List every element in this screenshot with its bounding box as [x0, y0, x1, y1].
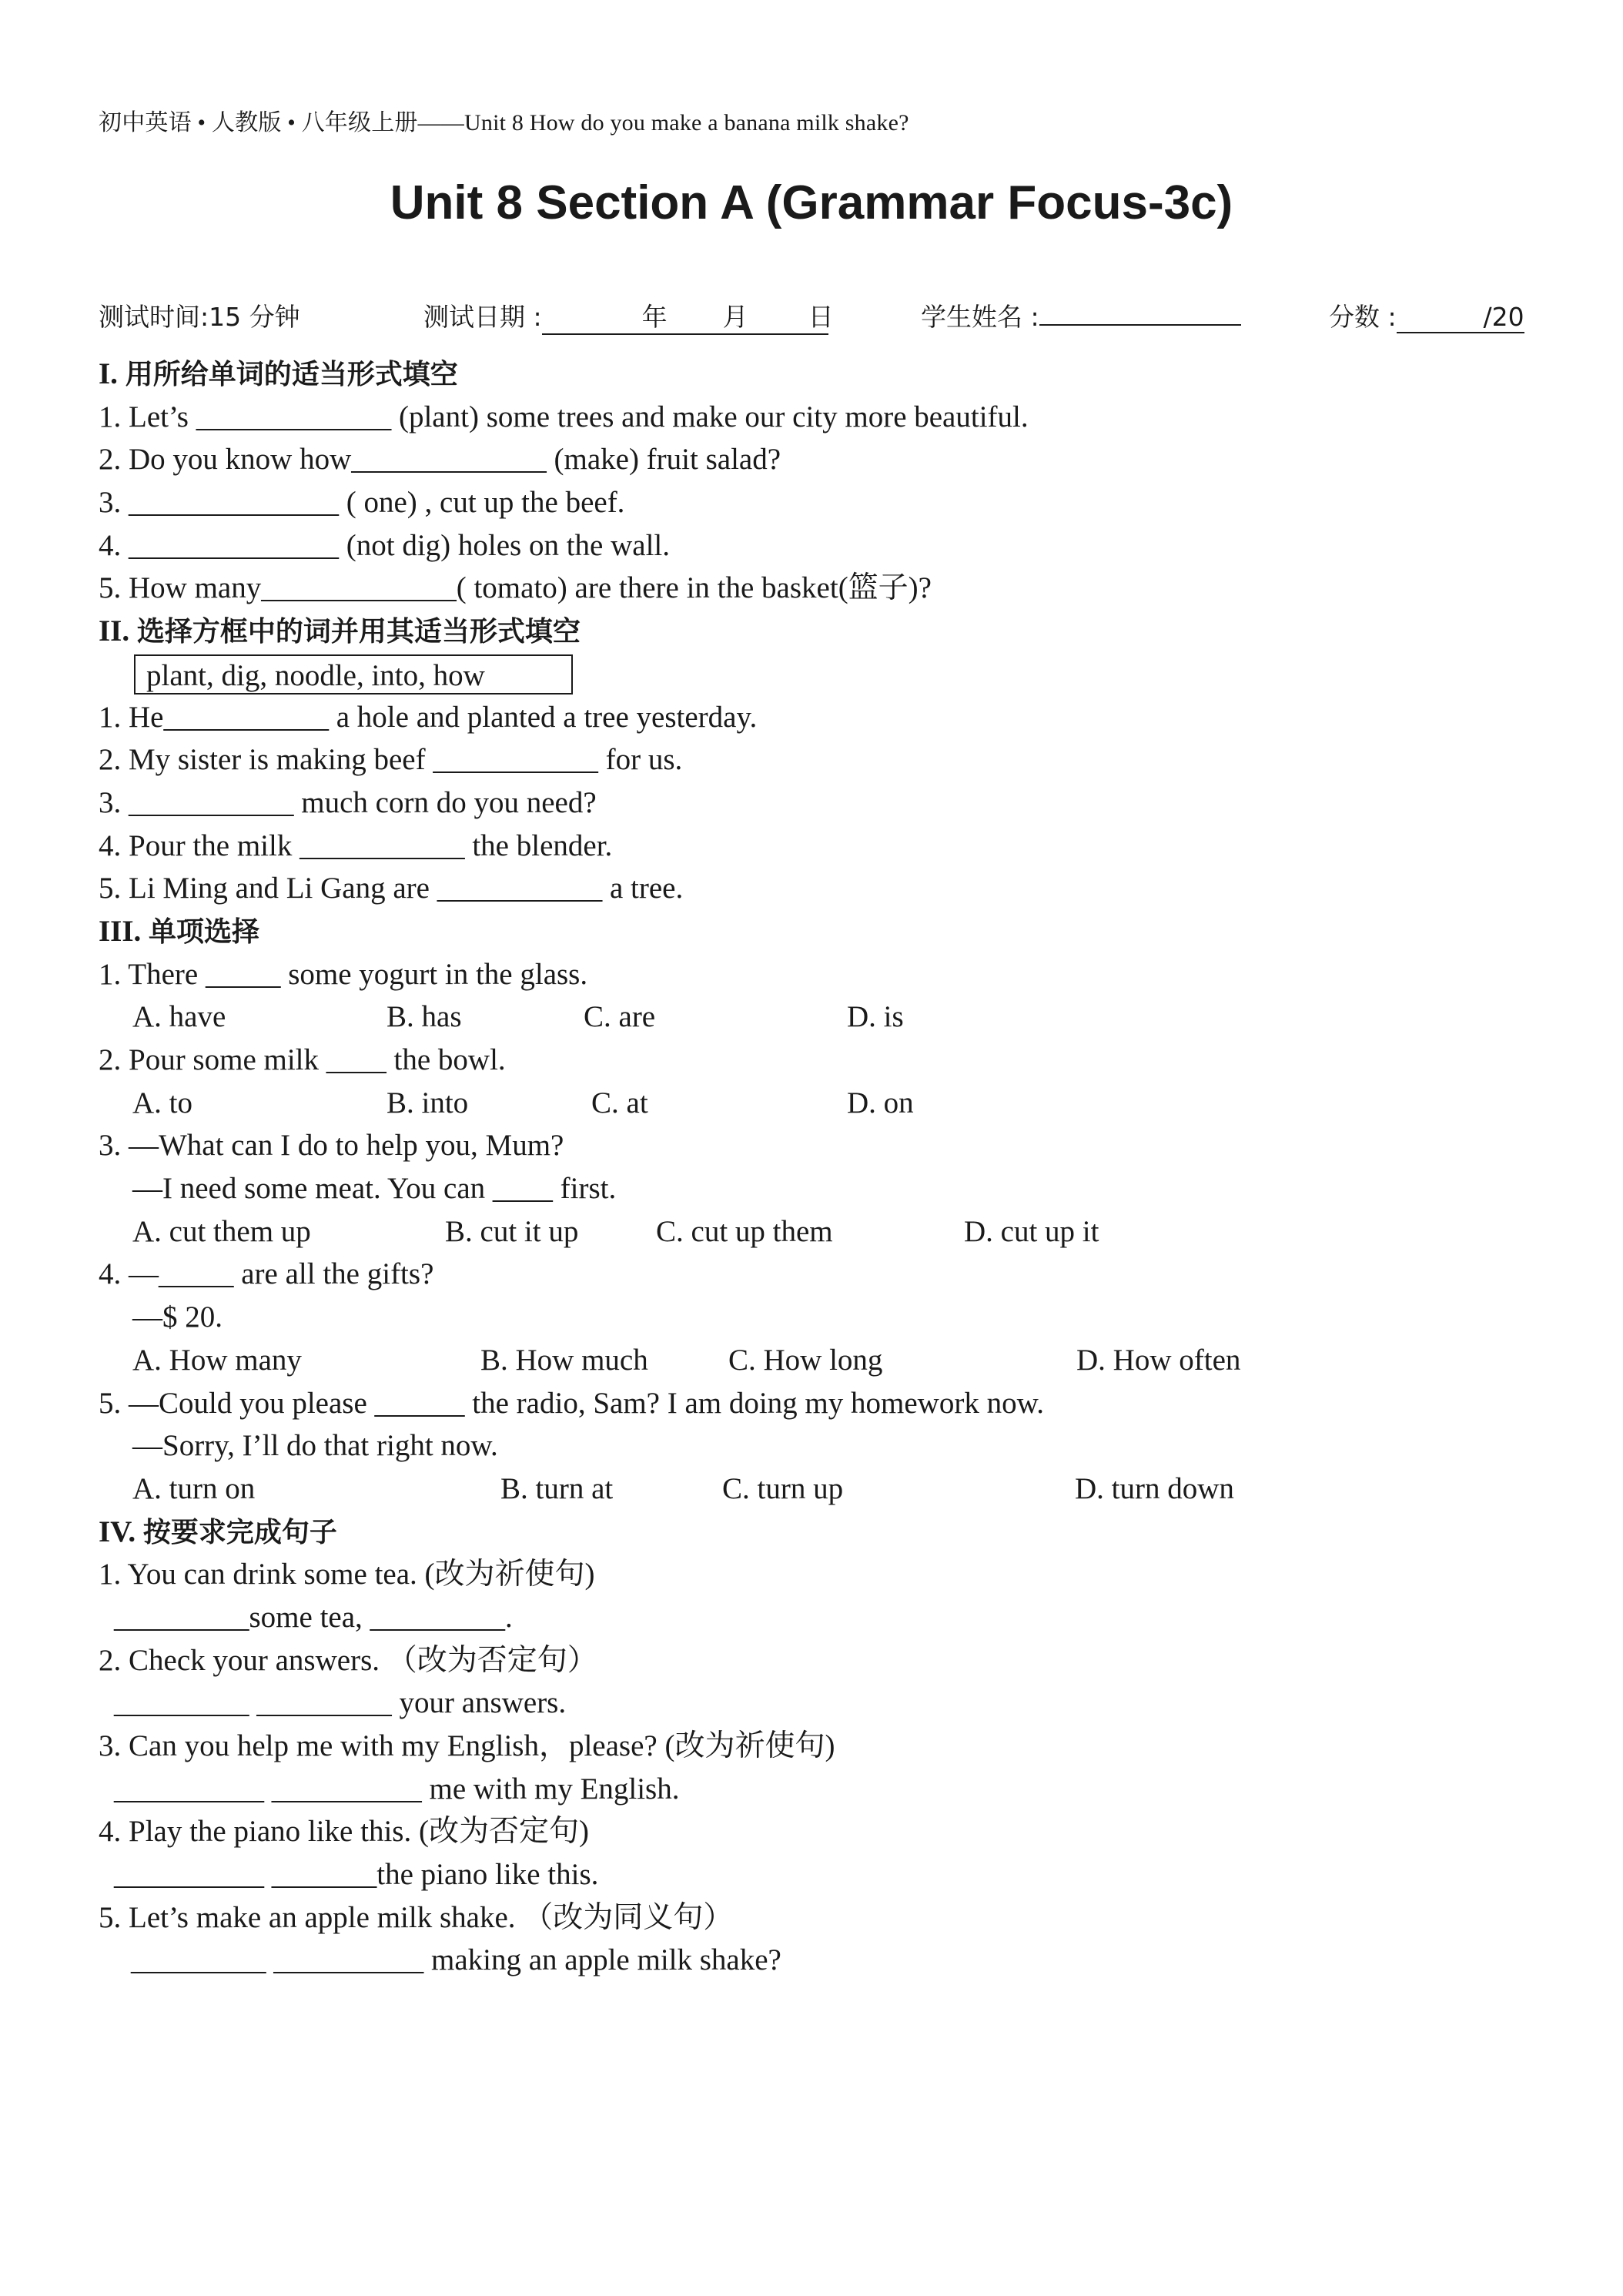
score-field[interactable] [1397, 302, 1524, 333]
section-1-item: 4. ______________ (not dig) holes on the wall. [99, 528, 671, 562]
rewrite-answer-line[interactable]: _________some tea, _________. [114, 1600, 513, 1634]
test-date-label: 测试日期 : [423, 302, 542, 332]
option-a[interactable]: A. turn on [132, 1471, 256, 1505]
rewrite-question: 2. Check your answers. （改为否定句） [99, 1643, 597, 1677]
rewrite-question: 3. Can you help me with my English，please? (改为祈使句) [99, 1729, 835, 1762]
question-stem-cont: —Sorry, I’ll do that right now. [132, 1429, 498, 1463]
option-b[interactable]: B. turn at [500, 1471, 614, 1505]
answer-blank[interactable]: ______________ [129, 528, 339, 562]
option-b[interactable]: B. into [387, 1086, 469, 1120]
option-c[interactable]: C. at [591, 1086, 648, 1120]
options-row [99, 1468, 1561, 1511]
section-1-item: 5. How many_____________( tomato) are there in the basket(篮子)? [99, 571, 932, 605]
question-stem-cont: —$ 20. [132, 1300, 223, 1334]
test-time: 测试时间:15 分钟 [99, 302, 300, 332]
section-3-heading: III. 单项选择 [99, 914, 260, 948]
question-stem: 5. —Could you please ______ the radio, Sam? I am doing my homework now. [99, 1386, 1044, 1420]
word-box: plant, dig, noodle, into, how [134, 654, 573, 694]
student-name [921, 297, 1241, 333]
score-total: /20 [1483, 302, 1524, 332]
option-a[interactable]: A. have [132, 1000, 226, 1034]
question-stem: 4. —_____ are all the gifts? [99, 1257, 434, 1291]
rewrite-question: 1. You can drink some tea. (改为祈使句) [99, 1558, 595, 1591]
answer-blank[interactable]: ___________ [163, 700, 329, 734]
answer-blank[interactable]: ___________ [300, 828, 465, 862]
section-1-item: 1. Let’s _____________ (plant) some trees and make our city more beautiful. [99, 400, 1029, 433]
date-month-label: 月 [722, 302, 748, 332]
rewrite-question: 4. Play the piano like this. (改为否定句) [99, 1815, 589, 1849]
question-stem: 3. —What can I do to help you, Mum? [99, 1129, 564, 1163]
question-stem: 2. Pour some milk ____ the bowl. [99, 1043, 506, 1076]
option-a[interactable]: A. How many [132, 1343, 302, 1377]
question-stem: 1. There _____ some yogurt in the glass. [99, 957, 588, 991]
student-name-label: 学生姓名 : [921, 302, 1039, 332]
section-2-heading: II. 选择方框中的词并用其适当形式填空 [99, 614, 581, 648]
question-stem-cont: —I need some meat. You can ____ first. [132, 1172, 617, 1206]
rewrite-answer-line[interactable]: __________ __________ me with my English. [114, 1772, 680, 1806]
option-d[interactable]: D. How often [1076, 1343, 1241, 1377]
section-2-item: 1. He___________ a hole and planted a tree yesterday. [99, 700, 758, 734]
option-c[interactable]: C. are [584, 1000, 656, 1034]
section-1-heading: I. 用所给单词的适当形式填空 [99, 357, 458, 390]
section-2-item: 3. ___________ much corn do you need? [99, 785, 597, 819]
score-label: 分数 : [1329, 302, 1397, 332]
option-a[interactable]: A. cut them up [132, 1214, 311, 1248]
section-1-item: 3. ______________ ( one) , cut up the beef. [99, 486, 625, 520]
answer-blank[interactable]: _____________ [196, 400, 392, 433]
answer-blank[interactable]: _____________ [261, 571, 457, 605]
section-2-item: 2. My sister is making beef ___________ for us. [99, 743, 683, 777]
option-c[interactable]: C. cut up them [656, 1214, 833, 1248]
option-d[interactable]: D. on [847, 1086, 914, 1120]
option-d[interactable]: D. turn down [1075, 1471, 1234, 1505]
rewrite-answer-line[interactable]: _________ _________ your answers. [114, 1686, 567, 1720]
date-day-label: 日 [808, 302, 834, 332]
worksheet-content [99, 353, 1561, 1982]
answer-blank[interactable]: _____________ [351, 443, 547, 477]
page-title: Unit 8 Section A (Grammar Focus-3c) [390, 176, 1233, 229]
options-row [99, 1082, 1561, 1125]
date-year-label: 年 [641, 302, 668, 332]
answer-blank[interactable]: ___________ [433, 743, 598, 777]
option-c[interactable]: C. turn up [722, 1471, 844, 1505]
section-2-item: 5. Li Ming and Li Gang are ___________ a tree. [99, 872, 684, 905]
score [1329, 297, 1524, 333]
word-box-row [99, 653, 1561, 696]
section-4-heading: IV. 按要求完成句子 [99, 1514, 337, 1548]
test-date-field[interactable] [542, 297, 834, 335]
course-header: 初中英语 • 人教版 • 八年级上册——Unit 8 How do you make a banana milk shake? [99, 110, 909, 136]
option-b[interactable]: B. cut it up [445, 1214, 579, 1248]
options-row [99, 996, 1561, 1039]
option-d[interactable]: D. is [847, 1000, 904, 1034]
option-a[interactable]: A. to [132, 1086, 192, 1120]
answer-blank[interactable]: ___________ [437, 872, 603, 905]
option-c[interactable]: C. How long [728, 1343, 883, 1377]
option-b[interactable]: B. has [387, 1000, 462, 1034]
option-d[interactable]: D. cut up it [964, 1214, 1099, 1248]
options-row [99, 1339, 1561, 1382]
section-1-item: 2. Do you know how_____________ (make) fruit salad? [99, 443, 781, 477]
rewrite-answer-line[interactable]: _________ __________ making an apple milk shake? [131, 1943, 781, 1977]
answer-blank[interactable]: ______________ [129, 486, 339, 520]
section-2-item: 4. Pour the milk ___________ the blender. [99, 828, 613, 862]
test-date [423, 297, 834, 335]
options-row [99, 1210, 1561, 1253]
option-b[interactable]: B. How much [480, 1343, 648, 1377]
rewrite-answer-line[interactable]: __________ _______the piano like this. [114, 1858, 599, 1892]
answer-blank[interactable]: ___________ [129, 785, 294, 819]
student-name-field[interactable] [1039, 301, 1241, 326]
rewrite-question: 5. Let’s make an apple milk shake. （改为同义句） [99, 1900, 734, 1934]
